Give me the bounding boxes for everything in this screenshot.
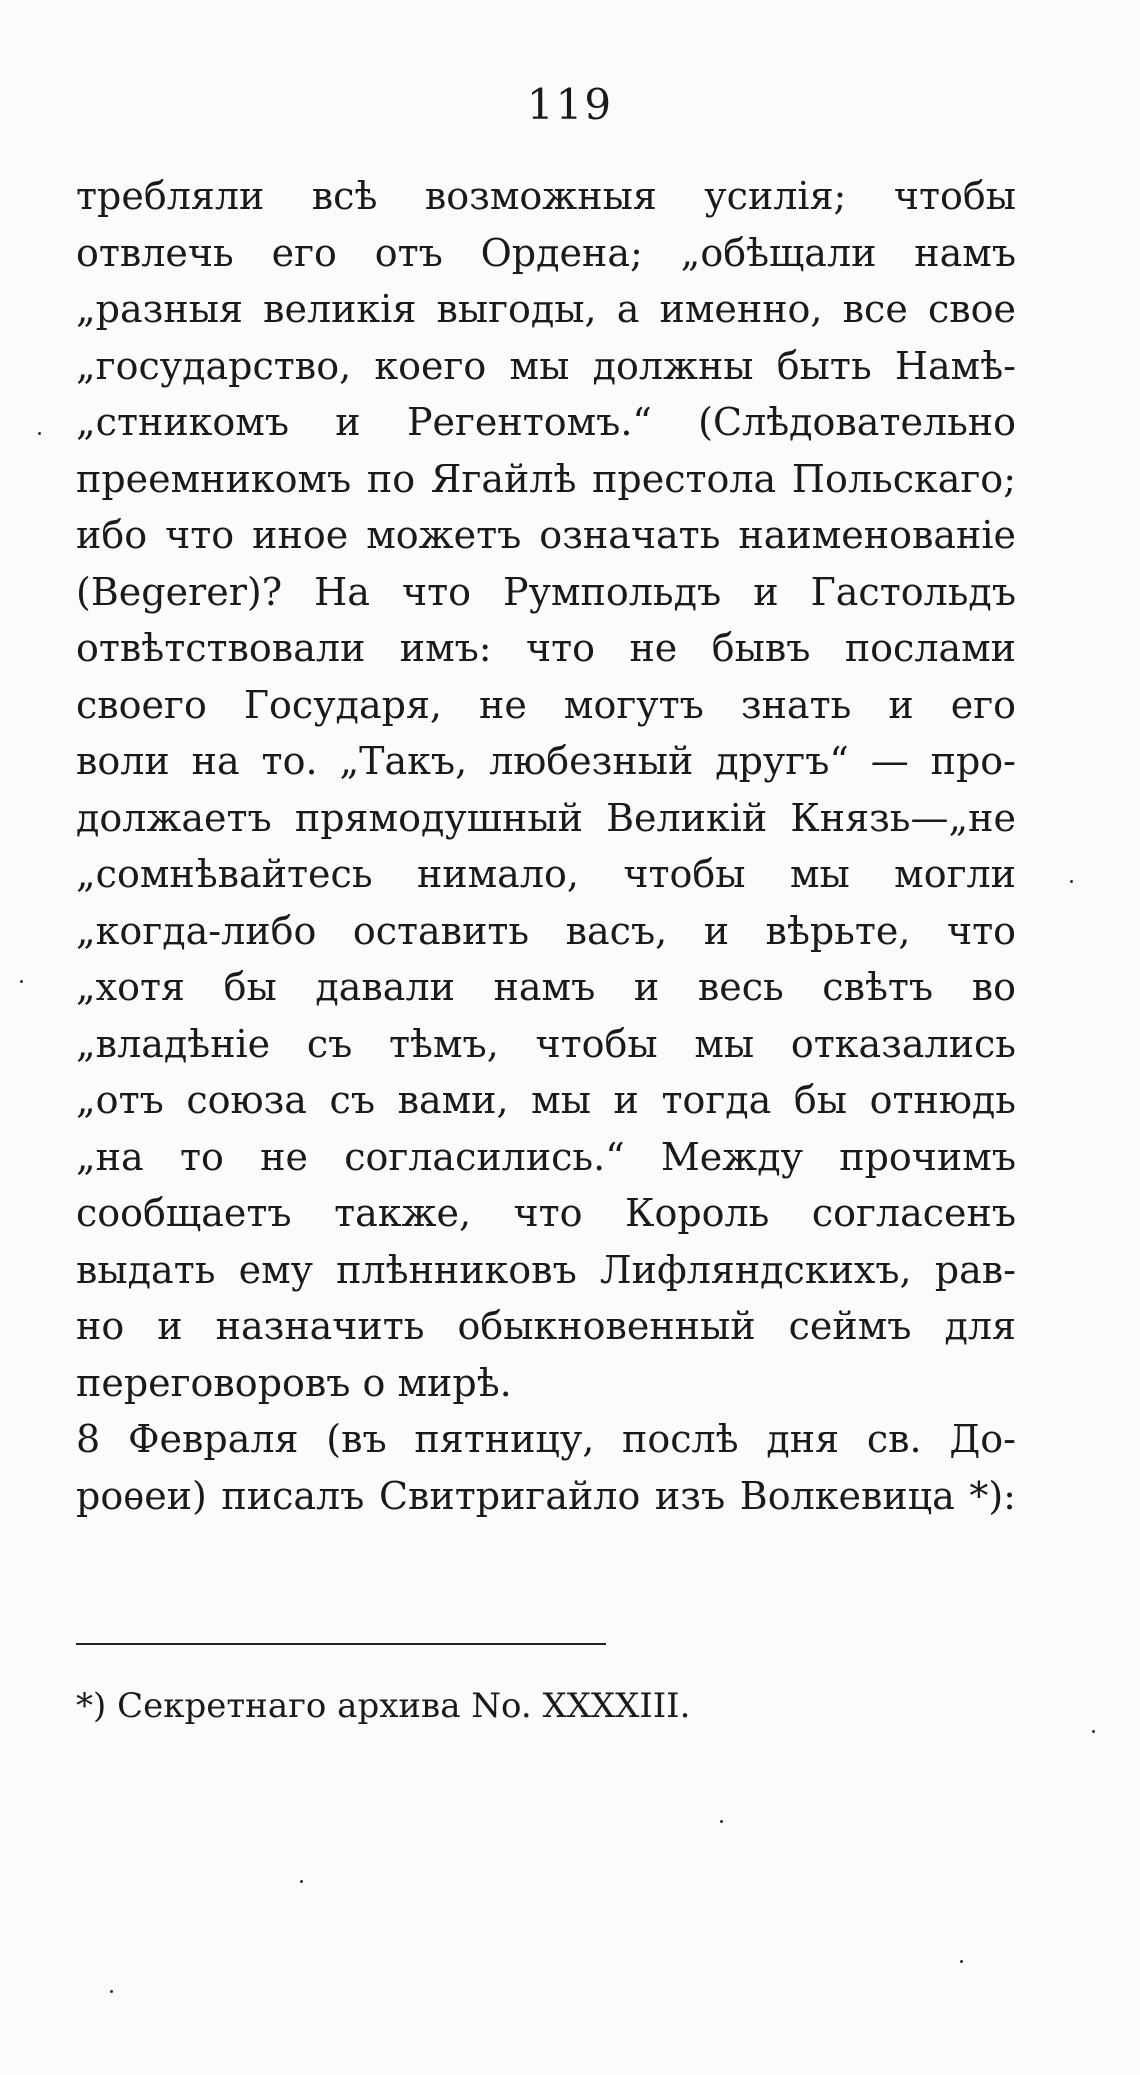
text-line: „стникомъ и Регентомъ.“ (Слѣдовательно xyxy=(76,400,1016,444)
print-speck xyxy=(960,1960,963,1963)
body-text xyxy=(76,168,1016,1524)
text-line: своего Государя, не могутъ знать и его xyxy=(76,682,1016,727)
text-line: отвлечь его отъ Ордена; „обѣщали намъ xyxy=(76,230,1016,275)
text-line: „на то не согласились.“ Между прочимъ xyxy=(76,1134,1016,1179)
text-line: преемникомъ по Ягайлѣ престола Польскаго; xyxy=(76,456,1016,501)
text-line: „отъ союза съ вами, мы и тогда бы отнюдь xyxy=(76,1078,1016,1122)
print-speck xyxy=(110,1990,113,1993)
text-line: „владѣніе съ тѣмъ, чтобы мы отказались xyxy=(76,1021,1016,1066)
print-speck xyxy=(38,432,41,435)
text-line: „сомнѣвайтесь нимало, чтобы мы могли xyxy=(76,852,1016,896)
text-line: (Begerer)? На что Румпольдъ и Гастольдъ xyxy=(76,569,1016,614)
print-speck xyxy=(1092,1730,1095,1733)
text-line: отвѣтствовали имъ: что не бывъ послами xyxy=(76,626,1016,670)
page-number: 119 xyxy=(526,80,614,129)
text-line: воли на то. „Такъ, любезный другъ“ — про- xyxy=(76,739,1016,783)
print-speck xyxy=(20,980,23,983)
footnote-divider xyxy=(76,1643,606,1645)
text-line: ибо что иное можетъ означать наименованіе xyxy=(76,513,1016,557)
text-line: „разныя великія выгоды, а именно, все свое xyxy=(76,287,1016,331)
text-line: „хотя бы давали намъ и весь свѣтъ во xyxy=(76,965,1016,1009)
print-speck xyxy=(720,1820,723,1823)
text-line: выдать ему плѣнниковъ Лифляндскихъ, рав- xyxy=(76,1247,1016,1292)
text-line: „когда-либо оставить васъ, и вѣрьте, что xyxy=(76,908,1016,953)
text-line: сообщаетъ также, что Король согласенъ xyxy=(76,1191,1016,1235)
text-line: роѳеи) писалъ Свитригайло изъ Волкевица *): xyxy=(76,1473,1016,1518)
text-line: требляли всѣ возможныя усилія; чтобы xyxy=(76,174,1016,218)
text-line: но и назначить обыкновенный сеймъ для xyxy=(76,1304,1016,1348)
text-line: должаетъ прямодушный Великій Князь—„не xyxy=(76,795,1016,840)
print-speck xyxy=(300,1880,303,1883)
footnote: *) Секретнаго архива No. XXXXIII. xyxy=(76,1686,691,1726)
print-speck xyxy=(1070,880,1073,883)
text-line: „государство, коего мы должны быть Намѣ- xyxy=(76,343,1016,388)
text-line: 8 Февраля (въ пятницу, послѣ дня св. До- xyxy=(76,1417,1016,1461)
text-line: переговоровъ о мирѣ. xyxy=(76,1360,512,1405)
